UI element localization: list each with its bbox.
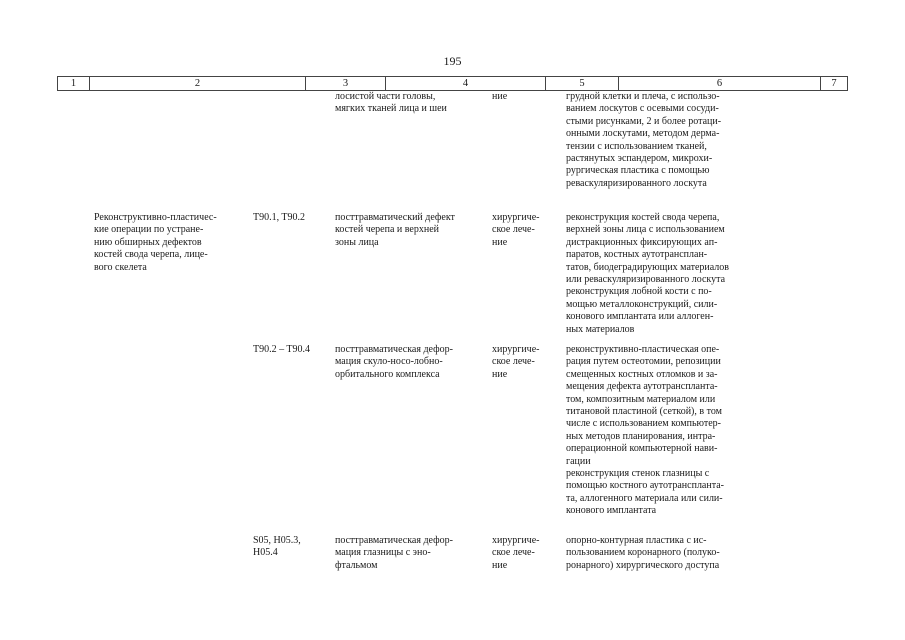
text-line: конового имплантата [566,505,657,517]
text-line: рация путем остеотомии, репозиции [566,356,721,368]
text-line: гации [566,455,591,467]
text-line: нию обширных дефектов [94,236,202,248]
text-line: вого скелета [94,261,147,273]
text-line: операционной компьютерной нави- [566,443,718,455]
text-line: реваскуляризированного лоскута [566,177,707,189]
text-line: реконструкция костей свода черепа, [566,212,720,223]
text-line: зоны лица [335,236,379,248]
row1-col3 [253,212,325,224]
text-line: числе с использованием компьютер- [566,418,722,430]
text-line: ское лече- [492,224,535,236]
header-col-2: 2 [89,77,305,90]
text-line: T90.2 – T90.4 [253,344,311,355]
text-line: или реваскуляризированного лоскута [566,274,726,286]
text-line: мация глазницы с эно- [335,547,431,559]
text-line: верхней зоны лица с использованием [566,224,725,236]
text-line: посттравматическая дефор- [335,535,453,546]
header-col-3: 3 [305,77,385,90]
row3-col4 [335,535,483,572]
row1-col6 [566,212,757,336]
text-line: реконструкция лобной кости с по- [566,286,712,298]
row2-col5 [492,344,556,381]
text-line: титановой пластиной (сеткой), в том [566,406,722,418]
text-line: S05, H05.3, [253,535,301,546]
text-line: мация скуло-носо-лобно- [335,356,443,368]
row1-col2 [94,212,242,274]
text-line: T90.1, T90.2 [253,212,306,223]
row1-col5 [492,212,556,249]
text-line: онными лоскутами, методом дерма- [566,128,720,140]
text-line: ние [492,91,508,102]
page-number: 195 [443,54,462,68]
text-line: мещения дефекта аутотранспланта- [566,381,718,393]
text-line: ных материалов [566,323,635,335]
text-line: дистракционных фиксирующих ап- [566,236,718,248]
text-line: костей черепа и верхней [335,224,439,236]
text-line: костей свода черепа, лице- [94,249,208,261]
text-line: стыми рисунками, 2 и более ротаци- [566,115,722,127]
text-line: хирургиче- [492,212,540,223]
text-line: ние [492,368,508,380]
row3-col6 [566,535,757,572]
header-col-6: 6 [618,77,820,90]
text-line: опорно-контурная пластика с ис- [566,535,707,546]
text-line: посттравматическая дефор- [335,344,453,355]
row2-col4 [335,344,483,381]
text-line: та, аллогенного материала или сили- [566,492,723,504]
header-col-1: 1 [57,77,89,90]
text-line: ние [492,559,508,571]
text-line: посттравматический дефект [335,212,455,223]
text-line: хирургиче- [492,535,540,546]
text-line: орбитального комплекса [335,368,440,380]
text-line: H05.4 [253,547,278,559]
text-line: растянутых эспандером, микрохи- [566,153,713,165]
text-line: конового имплантата или аллоген- [566,311,714,323]
text-line: помощью костного аутотранспланта- [566,480,724,492]
text-line: ванием лоскутов с осевыми сосуди- [566,103,719,115]
text-line: мощью металлоконструкций, сили- [566,298,718,310]
text-line: смещенных костных отломков и за- [566,368,718,380]
text-line: тензии с использованием тканей, [566,140,707,152]
row1-col4 [335,212,483,249]
text-line: мягких тканей лица и шеи [335,103,447,115]
cont-col5 [492,91,556,103]
header-col-7: 7 [820,77,848,90]
text-line: татов, биодеградирующих материалов [566,261,730,273]
text-line: ронарного) хирургического доступа [566,559,720,571]
row3-col5 [492,535,556,572]
row2-col6 [566,344,757,518]
cont-col4 [335,91,483,116]
text-line: паратов, костных аутотрансплан- [566,249,708,261]
text-line: реконструкция стенок глазницы с [566,468,710,480]
text-line: хирургиче- [492,344,540,355]
text-line: рургическая пластика с помощью [566,165,710,177]
text-line: фтальмом [335,559,378,571]
text-line: грудной клетки и плеча, с использо- [566,91,720,102]
text-line: ское лече- [492,356,535,368]
text-line: реконструктивно-пластическая опе- [566,344,720,355]
text-line: ных методов планирования, интра- [566,430,716,442]
row2-col3 [253,344,325,356]
header-col-4: 4 [385,77,545,90]
header-col-5: 5 [545,77,618,90]
row3-col3 [253,535,323,560]
text-line: ние [492,236,508,248]
text-line: пользованием коронарного (полуко- [566,547,720,559]
cont-col6 [566,91,757,190]
text-line: Реконструктивно-пластичес- [94,212,217,223]
table-header [57,76,848,91]
text-line: кие операции по устране- [94,224,204,236]
text-line: том, композитным материалом или [566,393,716,405]
text-line: лосистой части головы, [335,91,436,102]
text-line: ское лече- [492,547,535,559]
